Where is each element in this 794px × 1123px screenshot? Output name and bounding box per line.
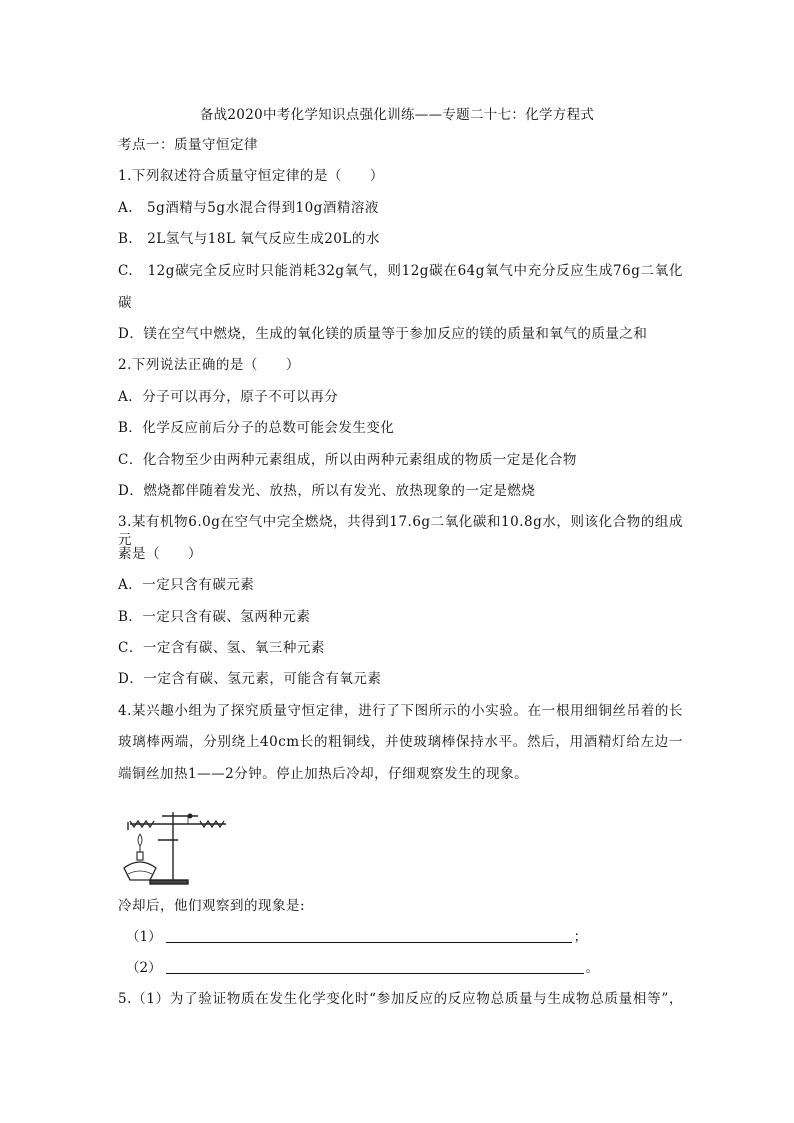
q2-stem: 2.下列说法正确的是（ ）: [118, 357, 300, 373]
q2-option-b: B．化学反应前后分子的总数可能会发生变化: [118, 420, 395, 436]
q1-option-b: B. 2L氢气与18L 氧气反应生成20L的水: [118, 231, 380, 247]
q3-option-c: C．一定含有碳、氢、氧三种元素: [118, 640, 325, 656]
q3-option-a: A．一定只含有碳元素: [118, 577, 255, 593]
q4-answer-1-blank[interactable]: [166, 929, 572, 943]
q4-answer-row-1: [126, 928, 587, 946]
q3-stem: 3.某有机物6.0g在空气中完全燃烧，共得到17.6g二氧化碳和10.8g水，则该化合物的组成元: [118, 514, 683, 548]
q4-stem-line3: 端铜丝加热1——2分钟。停止加热后冷却，仔细观察发生的现象。: [118, 766, 529, 782]
q1-option-c-continued: 碳: [118, 295, 132, 311]
q2-option-c: C．化合物至少由两种元素组成，所以由两种元素组成的物质一定是化合物: [118, 452, 577, 468]
q4-answer-2-blank[interactable]: [166, 960, 584, 974]
q4-stem-line2: 玻璃棒两端，分别绕上40cm长的粗铜线，并使玻璃棒保持水平。然后，用酒精灯给左边一: [118, 734, 683, 750]
q1-option-d: D．镁在空气中燃烧，生成的氧化镁的质量等于参加反应的镁的质量和氧气的质量之和: [118, 326, 648, 342]
q4-answer-1-label: （1）: [126, 929, 162, 945]
document-title: 备战2020中考化学知识点强化训练——专题二十七：化学方程式: [199, 107, 595, 123]
q3-stem-continued: 素是（ ）: [118, 546, 202, 562]
q4-answer-row-2: [126, 959, 599, 977]
q2-option-a: A．分子可以再分，原子不可以再分: [118, 389, 339, 405]
q4-stem: 4.某兴趣小组为了探究质量守恒定律，进行了下图所示的小实验。在一根用细铜丝吊着的长: [118, 703, 683, 719]
q1-option-a: A. 5g酒精与5g水混合得到10g酒精溶液: [118, 200, 379, 216]
section-heading: 考点一：质量守恒定律: [118, 137, 258, 153]
q5-stem: 5.（1）为了验证物质在发生化学变化时“参加反应的反应物总质量与生成物总质量相等”，: [118, 991, 683, 1007]
q4-answer-2-end: 。: [585, 960, 600, 976]
experiment-apparatus-figure: [118, 810, 228, 885]
q3-option-d: D．一定含有碳、氢元素，可能含有氧元素: [118, 671, 382, 687]
q1-option-c: C. 12g碳完全反应时只能消耗32g氧气，则12g碳在64g氧气中充分反应生成76g二氧化: [118, 263, 683, 279]
q1-stem: 1.下列叙述符合质量守恒定律的是（ ）: [118, 168, 384, 184]
q4-answer-2-label: （2）: [126, 960, 162, 976]
q4-observation-prompt: 冷却后，他们观察到的现象是:: [118, 898, 306, 914]
q4-answer-1-end: ；: [573, 929, 588, 945]
q3-option-b: B．一定只含有碳、氢两种元素: [118, 609, 311, 625]
q2-option-d: D．燃烧都伴随着发光、放热，所以有发光、放热现象的一定是燃烧: [118, 483, 536, 499]
